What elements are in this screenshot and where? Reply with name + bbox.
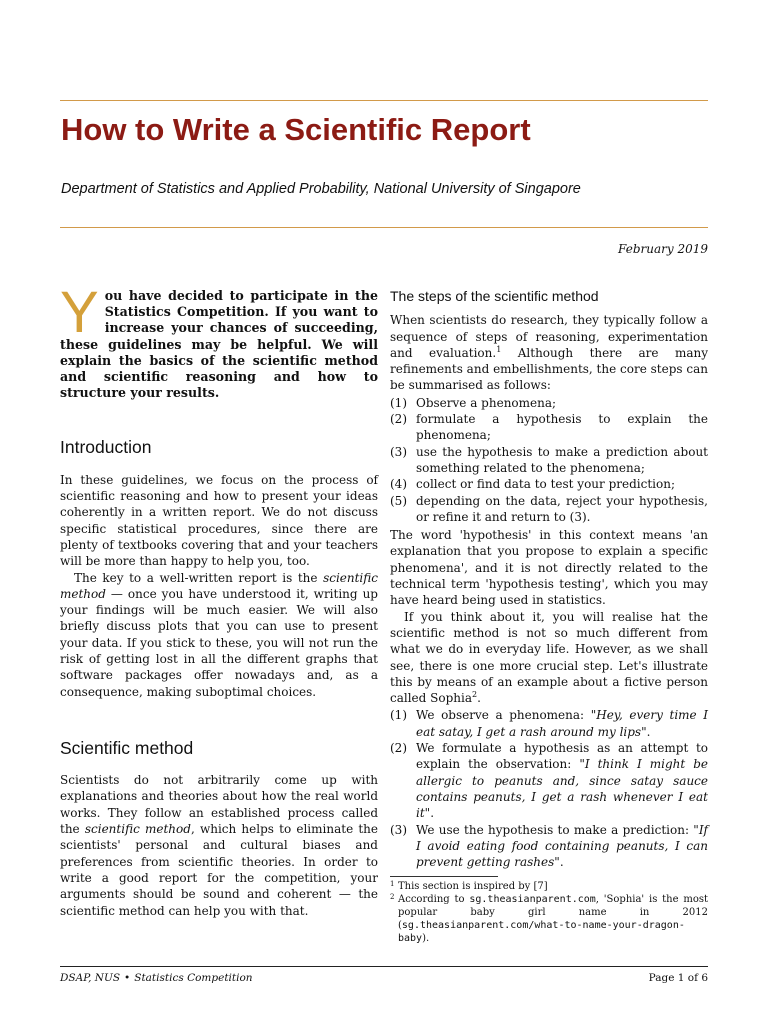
item-text: We observe a phenomena:	[416, 708, 591, 723]
footnote-text: , 'Sophia' is the most popular baby girl name in 2012 (	[398, 894, 709, 932]
sm-p1-emphasis: scientific method	[84, 822, 191, 837]
steps-intro-text-end: Although there are many refinements and embellishments, the core steps can be summarised as follows:	[390, 345, 709, 393]
item-quote: "I think I might be allergic to peanuts and, since satay sauce contains peanuts, I get a rash whenever I eat it"	[416, 757, 708, 821]
item-number: (1)	[390, 395, 407, 410]
example-list	[390, 707, 708, 870]
left-column	[60, 280, 379, 919]
affiliation: Department of Statistics and Applied Probability, National University of Singapore	[61, 181, 581, 197]
item-quote: "Hey, every time I eat satay, I get a rash around my lips"	[416, 708, 708, 739]
bullet-icon: •	[124, 972, 131, 984]
introduction-heading: Introduction	[60, 437, 152, 458]
footer-rule	[60, 966, 708, 967]
footnote-ref-2: 2	[472, 690, 478, 700]
date: February 2019	[618, 242, 708, 256]
right-column	[390, 288, 708, 945]
footnote-link[interactable]: sg.theasianparent.com	[469, 894, 596, 906]
footnote-rule	[390, 876, 498, 877]
example-list-item	[390, 707, 708, 740]
hypothesis-paragraph: The word 'hypothesis' in this context means 'an explanation that you propose to explain a specific phenomena', and it is not directly related to the technical term 'hypothesis testing', which you may have heard being used in statistics.	[390, 528, 708, 608]
footnote-mark: 1	[390, 880, 395, 889]
item-end: .	[430, 806, 435, 821]
footnote-ref-1: 1	[496, 344, 502, 354]
item-text: collect or find data to test your prediction;	[416, 477, 675, 492]
item-text: depending on the data, reject your hypothesis, or refine it and return to (3).	[416, 493, 708, 524]
item-number: (4)	[390, 477, 407, 492]
page-title: How to Write a Scientific Report	[61, 112, 531, 147]
steps-list-item	[390, 493, 708, 526]
item-number: (2)	[390, 741, 407, 756]
intro-paragraph-2	[60, 570, 378, 700]
lead-text: ou have decided to participate in the Statistics Competition. If you want to increase your chances of succeeding, these guidelines may be helpful. We will explain the basics of the scientific method and scientific reasoning and how to structure your results.	[60, 288, 378, 401]
steps-heading: The steps of the scientific method	[390, 288, 599, 304]
item-text: use the hypothesis to make a prediction about something related to the phenomena;	[416, 444, 708, 475]
sm-paragraph-1	[60, 772, 378, 919]
drop-cap: Y	[60, 280, 99, 345]
item-end: .	[646, 724, 651, 739]
steps-list-item	[390, 444, 708, 477]
footnote-mark: 2	[390, 893, 395, 902]
footnote-link[interactable]: sg.theasianparent.com/what-to-name-your-dragon-baby	[398, 920, 685, 945]
sm-p1-text-end: , which helps to eliminate the scientists' personal and cultural biases and preferences from scientific theories. In order to write a good report for the competition, your arguments should be sound and coherent — the scientific method can help you with that.	[60, 822, 379, 918]
scientific-method-heading: Scientific method	[60, 737, 194, 758]
item-text: We use the hypothesis to make a prediction:	[416, 822, 694, 837]
page-number: Page 1 of 6	[648, 972, 708, 984]
item-text: formulate a hypothesis to explain the phenomena;	[416, 412, 708, 443]
item-number: (2)	[390, 412, 407, 427]
item-text: We formulate a hypothesis as an attempt to explain the observation:	[416, 741, 708, 772]
item-number: (5)	[390, 493, 407, 508]
steps-list	[390, 395, 708, 525]
footer-left	[60, 972, 253, 984]
steps-list-item	[390, 476, 708, 492]
steps-intro	[390, 312, 708, 393]
everyday-paragraph	[390, 609, 708, 707]
example-list-item	[390, 822, 708, 871]
header-rule	[60, 227, 708, 228]
footer-event: Statistics Competition	[134, 972, 253, 984]
steps-list-item	[390, 411, 708, 444]
everyday-text: If you think about it, you will realise hat the scientific method is not so much different from what we do in everyday life. However, as we shall see, there is one more crucial step. Let's illustrate this by means of an example about a fictive person called Sophia	[390, 609, 708, 706]
sm-p1-text: Scientists do not arbitrarily come up with explanations and theories about how the real world works. They follow an established process called the	[60, 773, 378, 837]
intro-paragraph-1: In these guidelines, we focus on the process of scientific reasoning and how to present your ideas coherently in a written report. We do not discuss specific statistical procedures, since there are plenty of textbooks covering that and your teachers will be more than happy to help you, too.	[60, 472, 378, 569]
item-quote: "If I avoid eating food containing peanuts, I can prevent getting rashes"	[416, 822, 708, 870]
steps-intro-text: When scientists do research, they typically follow a sequence of steps of reasoning, experimentation and evaluation.	[390, 313, 708, 360]
item-text: Observe a phenomena;	[416, 395, 557, 410]
footnote-text: This section is inspired by [7]	[398, 881, 548, 893]
top-rule	[60, 100, 708, 101]
intro-p2-text-end: — once you have understood it, writing up your findings will be much easier. We will also briefly discuss plots that you can use to present your data. If you stick to these, you will not run the risk of getting lost in all the different graphs that software packages offer nowadays and, as a consequence, making suboptimal choices.	[60, 586, 378, 699]
lead-paragraph	[60, 280, 378, 401]
footnote-text: According to	[398, 894, 470, 906]
intro-p2-emphasis: scientific method	[60, 570, 378, 601]
footnote-1	[390, 880, 708, 893]
footnote-2	[390, 893, 708, 945]
everyday-text-end: .	[477, 691, 481, 706]
item-end: .	[559, 855, 564, 870]
example-list-item	[390, 740, 708, 821]
footnote-text: ).	[422, 933, 430, 945]
footer-org: DSAP, NUS	[60, 972, 121, 984]
steps-list-item	[390, 395, 708, 411]
item-number: (1)	[390, 708, 407, 723]
item-number: (3)	[390, 822, 407, 837]
item-number: (3)	[390, 444, 407, 459]
intro-p2-text: The key to a well-written report is the	[74, 570, 324, 585]
